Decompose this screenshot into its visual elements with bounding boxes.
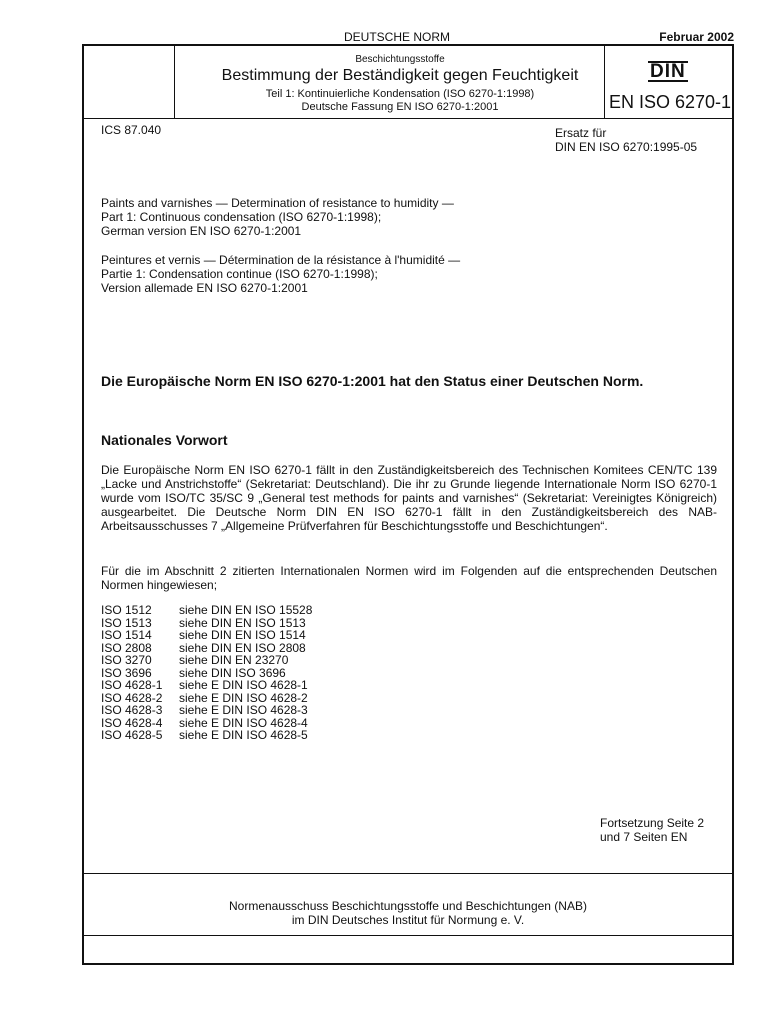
document-frame [82, 44, 734, 965]
german-part-line: Teil 1: Kontinuierliche Kondensation (ISO 6270-1:1998) [265, 88, 535, 100]
iso-number: ISO 3270 [101, 653, 152, 667]
german-version-line: Deutsche Fassung EN ISO 6270-1:2001 [301, 101, 499, 113]
din-equivalent: siehe E DIN ISO 4628-2 [179, 690, 308, 705]
din-equivalent: siehe DIN EN ISO 2808 [179, 640, 306, 655]
iso-number: ISO 4628-1 [101, 678, 163, 692]
din-equivalent: siehe E DIN ISO 4628-1 [179, 678, 308, 692]
iso-number: ISO 4628-4 [101, 715, 163, 730]
din-logo: DIN [650, 61, 686, 82]
publication-date: Februar 2002 [659, 30, 734, 44]
ics-code: ICS 87.040 [101, 123, 162, 137]
iso-number: ISO 2808 [101, 640, 152, 655]
iso-number: ISO 1512 [101, 603, 152, 617]
footer-top-rule [84, 873, 732, 874]
committee-name: Normenausschuss Beschichtungsstoffe und Beschichtungen (NAB) [229, 899, 587, 913]
english-title-line: Paints and varnishes — Determination of resistance to humidity — [101, 196, 454, 210]
foreword-paragraph: Die Europäische Norm EN ISO 6270-1 fällt in den Zuständigkeitsbereich des Technischen Komitees CEN/TC 139 „Lacke und Anstrichstoffe“ (Sekretariat: Deutschland). Die ihr zu Grunde liegende Internationale Norm ISO 6270-1 wurde vom ISO/TC 35/SC 9 „General test methods for paints and varnishes“ (Sekretariat: Vereinigtes Königreich) ausgearbeitet. Die Deutsche Norm DIN EN ISO 6270-1 fällt in den Zuständigkeitsbereich des NAB-Arbeitsausschusses 7 „Allgemeine Prüfverfahren für Beschichtungsstoffe und Beschichtungen“. [101, 463, 717, 533]
din-equivalent: siehe DIN ISO 3696 [179, 665, 286, 680]
french-title-line: Partie 1: Condensation continue (ISO 6270-1:1998); [101, 267, 378, 281]
footer-bottom-rule [84, 935, 732, 936]
din-equivalent: siehe DIN EN ISO 1513 [179, 615, 306, 630]
continuation-note: und 7 Seiten EN [600, 830, 688, 844]
norm-type-label: DEUTSCHE NORM [344, 30, 451, 44]
continuation-note: Fortsetzung Seite 2 [600, 816, 705, 830]
iso-number: ISO 1514 [101, 628, 152, 642]
replaces-value: DIN EN ISO 6270:1995-05 [555, 140, 698, 154]
din-equivalent: siehe DIN EN 23270 [179, 653, 289, 667]
reference-row [101, 729, 312, 742]
iso-number: ISO 4628-5 [101, 728, 163, 742]
foreword-heading: Nationales Vorwort [101, 432, 228, 448]
din-equivalent: siehe E DIN ISO 4628-3 [179, 703, 308, 717]
english-title-line: German version EN ISO 6270-1:2001 [101, 224, 302, 238]
header-bottom-rule [84, 118, 732, 119]
english-title-line: Part 1: Continuous condensation (ISO 6270-1:1998); [101, 210, 382, 224]
din-equivalent: siehe DIN EN ISO 15528 [179, 603, 313, 617]
subject-field: Beschichtungsstoffe [355, 54, 445, 65]
french-title-line: Peintures et vernis — Détermination de la résistance à l'humidité — [101, 253, 461, 267]
din-equivalent: siehe E DIN ISO 4628-5 [179, 728, 308, 742]
iso-number: ISO 4628-3 [101, 703, 163, 717]
foreword-paragraph: Für die im Abschnitt 2 zitierten Internationalen Normen wird im Folgenden auf die entsprechenden Deutschen Normen hingewiesen; [101, 564, 717, 592]
standard-number: EN ISO 6270-1 [608, 92, 732, 112]
status-statement: Die Europäische Norm EN ISO 6270-1:2001 hat den Status einer Deutschen Norm. [101, 373, 644, 389]
committee-institute: im DIN Deutsches Institut für Normung e. V. [291, 913, 525, 927]
iso-number: ISO 1513 [101, 615, 152, 630]
german-title: Bestimmung der Beständigkeit gegen Feuchtigkeit [221, 67, 579, 84]
din-equivalent: siehe DIN EN ISO 1514 [179, 628, 306, 642]
iso-number: ISO 4628-2 [101, 690, 163, 705]
french-title-line: Version allemade EN ISO 6270-1:2001 [101, 281, 308, 295]
reference-list [101, 604, 312, 742]
din-equivalent: siehe E DIN ISO 4628-4 [179, 715, 308, 730]
replaces-label: Ersatz für [555, 126, 607, 140]
iso-number: ISO 3696 [101, 665, 152, 680]
